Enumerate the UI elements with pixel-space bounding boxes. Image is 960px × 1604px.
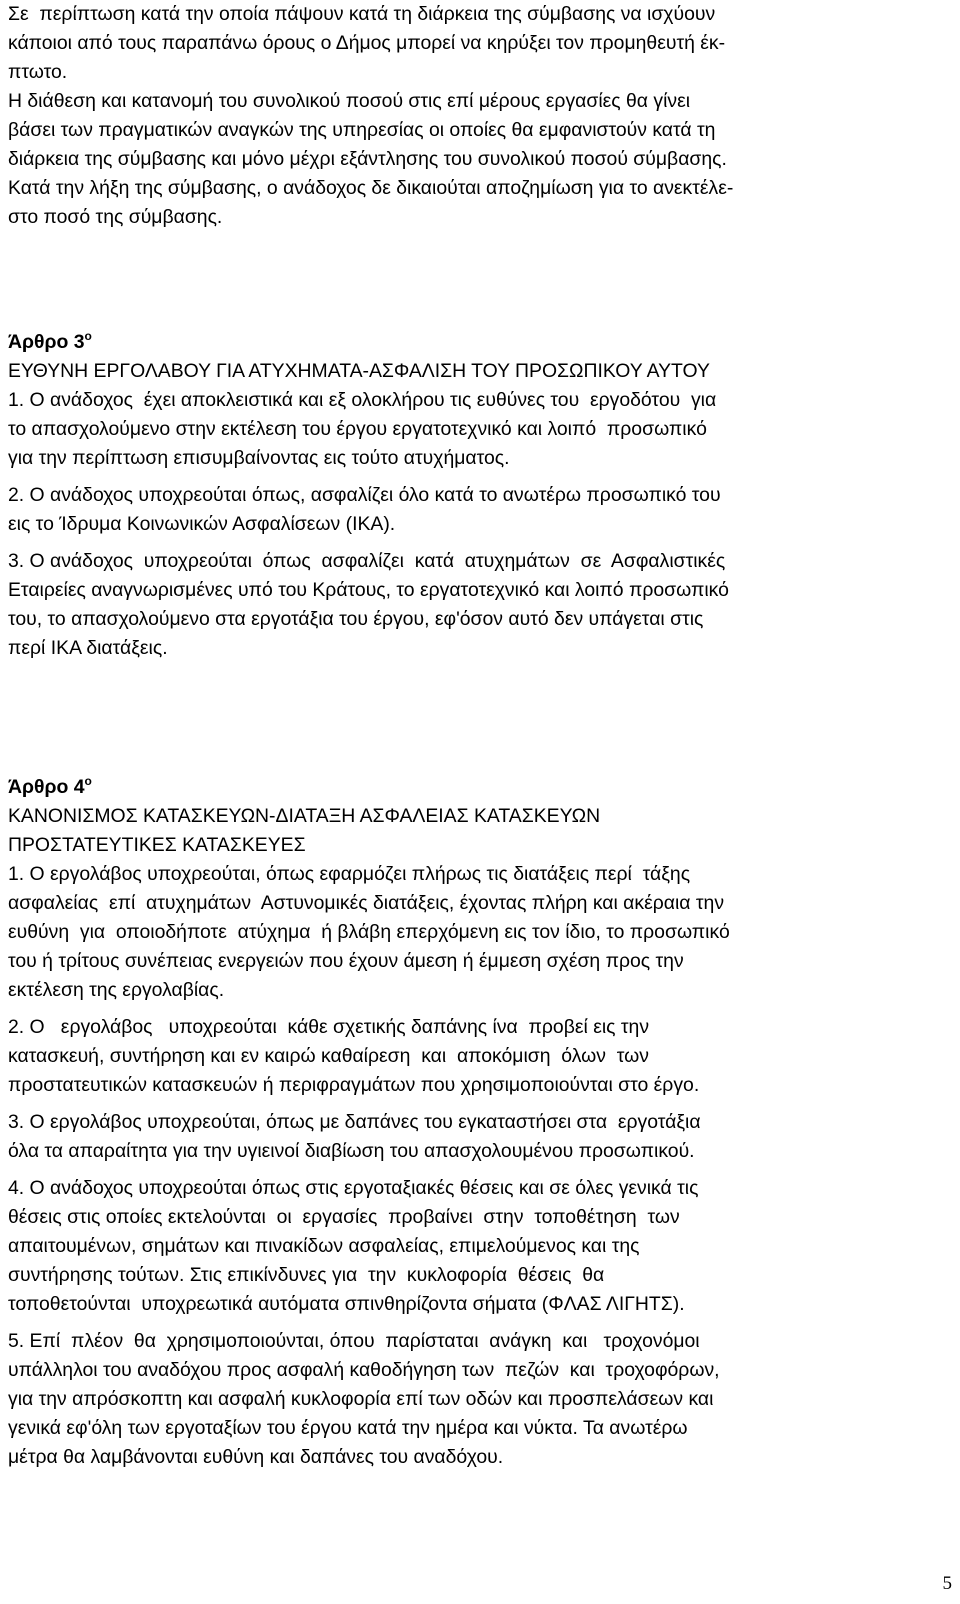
paragraph <box>8 386 954 473</box>
text-line: Σε περίπτωση κατά την οποία πάψουν κατά τη διάρκεια της σύμβασης να ισχύουν <box>8 3 716 25</box>
paragraph <box>8 1013 954 1100</box>
text-line: υπάλληλοι του αναδόχου προς ασφαλή καθοδήγηση των πεζών και τροχοφόρων, <box>8 1359 720 1381</box>
spacer <box>8 539 954 547</box>
text-line: απαιτουμένων, σημάτων και πινακίδων ασφαλείας, επιμελούμενος και της <box>8 1235 640 1257</box>
text-line: Η διάθεση και κατανομή του συνολικού ποσού στις επί μέρους εργασίες θα γίνει <box>8 90 691 112</box>
article-4-heading <box>8 773 954 802</box>
text-line: 1. Ο ανάδοχος έχει αποκλειστικά και εξ ολοκλήρου τις ευθύνες του εργοδότου για <box>8 389 717 411</box>
article-4-title: ΠΡΟΣΤΑΤΕΥΤΙΚΕΣ ΚΑΤΑΣΚΕΥΕΣ <box>8 834 306 856</box>
intro-section <box>8 0 954 232</box>
text-line: στο ποσό της σύμβασης. <box>8 206 223 228</box>
text-line: κατασκευή, συντήρηση και εν καιρώ καθαίρεση και αποκόμιση όλων των <box>8 1045 649 1067</box>
text-line: για την περίπτωση επισυμβαίνοντας εις τούτο ατυχήματος. <box>8 447 510 469</box>
heading-text: Άρθρο 3 <box>8 331 85 353</box>
text-line: διάρκεια της σύμβασης και μόνο μέχρι εξάντλησης του συνολικού ποσού σύμβασης. <box>8 148 727 170</box>
heading-superscript: ο <box>84 774 92 788</box>
text-line: Εταιρείες αναγνωρισμένες υπό του Κράτους, το εργατοτεχνικό και λοιπό προσωπικό <box>8 579 729 601</box>
spacer <box>8 1100 954 1108</box>
article-4 <box>8 773 954 1472</box>
spacer <box>8 1005 954 1013</box>
heading-text: Άρθρο 4 <box>8 776 85 798</box>
text-line: κάποιοι από τους παραπάνω όρους ο Δήμος μπορεί να κηρύξει τον προμηθευτή έκ- <box>8 32 726 54</box>
text-line: 5. Επί πλέον θα χρησιμοποιούνται, όπου παρίσταται ανάγκη και τροχονόμοι <box>8 1330 700 1352</box>
text-line: προστατευτικών κατασκευών ή περιφραγμάτων που χρησιμοποιούνται στο έργο. <box>8 1074 700 1096</box>
text-line: πτωτο. <box>8 61 68 83</box>
text-line: 2. Ο ανάδοχος υποχρεούται όπως, ασφαλίζει όλο κατά το ανωτέρω προσωπικό του <box>8 484 721 506</box>
text-line: 4. Ο ανάδοχος υποχρεούται όπως στις εργοταξιακές θέσεις και σε όλες γενικά τις <box>8 1177 699 1199</box>
text-line: 3. Ο εργολάβος υποχρεούται, όπως με δαπάνες του εγκαταστήσει στα εργοτάξια <box>8 1111 701 1133</box>
text-line: 3. Ο ανάδοχος υποχρεούται όπως ασφαλίζει κατά ατυχημάτων σε Ασφαλιστικές <box>8 550 726 572</box>
spacer <box>8 232 954 328</box>
paragraph <box>8 1174 954 1319</box>
paragraph <box>8 547 954 663</box>
text-line: συντήρησης τούτων. Στις επικίνδυνες για την κυκλοφορία θέσεις θα <box>8 1264 605 1286</box>
spacer <box>8 663 954 773</box>
text-line: το απασχολούμενο στην εκτέλεση του έργου εργατοτεχνικό και λοιπό προσωπικό <box>8 418 707 440</box>
text-line: ευθύνη για οποιοδήποτε ατύχημα ή βλάβη επερχόμενη εις τον ίδιο, το προσωπικό <box>8 921 730 943</box>
text-line: τοποθετούνται υποχρεωτικά αυτόματα σπινθηρίζοντα σήματα (ΦΛΑΣ ΛΙΓΗΤΣ). <box>8 1293 685 1315</box>
text-line: γενικά εφ'όλη των εργοταξίων του έργου κατά την ημέρα και νύκτα. Τα ανωτέρω <box>8 1417 688 1439</box>
paragraph <box>8 481 954 539</box>
spacer <box>8 1319 954 1327</box>
text-line: του, το απασχολούμενο στα εργοτάξια του έργου, εφ'όσον αυτό δεν υπάγεται στις <box>8 608 704 630</box>
heading-superscript: ο <box>84 329 92 343</box>
text-line: μέτρα θα λαμβάνονται ευθύνη και δαπάνες του αναδόχου. <box>8 1446 504 1468</box>
paragraph <box>8 1327 954 1472</box>
article-3-title: ΕΥΘΥΝΗ ΕΡΓΟΛΑΒΟΥ ΓΙΑ ΑΤΥΧΗΜΑΤΑ-ΑΣΦΑΛΙΣΗ ΤΟΥ ΠΡΟΣΩΠΙΚΟΥ ΑΥΤΟΥ <box>8 360 710 382</box>
text-line: 1. Ο εργολάβος υποχρεούται, όπως εφαρμόζει πλήρως τις διατάξεις περί τάξης <box>8 863 691 885</box>
text-line: εκτέλεση της εργολαβίας. <box>8 979 225 1001</box>
article-3-heading <box>8 328 954 357</box>
text-line: βάσει των πραγματικών αναγκών της υπηρεσίας οι οποίες θα εμφανιστούν κατά τη <box>8 119 716 141</box>
text-line: Κατά την λήξη της σύμβασης, ο ανάδοχος δε δικαιούται αποζημίωση για το ανεκτέλε- <box>8 177 734 199</box>
text-line: ασφαλείας επί ατυχημάτων Αστυνομικές διατάξεις, έχοντας πλήρη και ακέραια την <box>8 892 725 914</box>
article-4-title: ΚΑΝΟΝΙΣΜΟΣ ΚΑΤΑΣΚΕΥΩΝ-ΔΙΑΤΑΞΗ ΑΣΦΑΛΕΙΑΣ ΚΑΤΑΣΚΕΥΩΝ <box>8 805 601 827</box>
text-line: 2. Ο εργολάβος υποχρεούται κάθε σχετικής δαπάνης ίνα προβεί εις την <box>8 1016 650 1038</box>
paragraph <box>8 1108 954 1166</box>
document-page <box>8 0 954 1472</box>
text-line: του ή τρίτους συνέπειας ενεργειών που έχουν άμεση ή έμμεση σχέση προς την <box>8 950 684 972</box>
spacer <box>8 473 954 481</box>
spacer <box>8 1166 954 1174</box>
paragraph <box>8 860 954 1005</box>
text-line: περί ΙΚΑ διατάξεις. <box>8 637 168 659</box>
text-line: θέσεις στις οποίες εκτελούνται οι εργασίες προβαίνει στην τοποθέτηση των <box>8 1206 680 1228</box>
text-line: εις το Ίδρυμα Κοινωνικών Ασφαλίσεων (ΙΚΑ). <box>8 513 396 535</box>
text-line: για την απρόσκοπτη και ασφαλή κυκλοφορία επί των οδών και προσπελάσεων και <box>8 1388 714 1410</box>
article-3 <box>8 328 954 663</box>
text-line: όλα τα απαραίτητα για την υγιεινοί διαβίωση του απασχολουμένου προσωπικού. <box>8 1140 695 1162</box>
page-number: 5 <box>942 1573 952 1594</box>
